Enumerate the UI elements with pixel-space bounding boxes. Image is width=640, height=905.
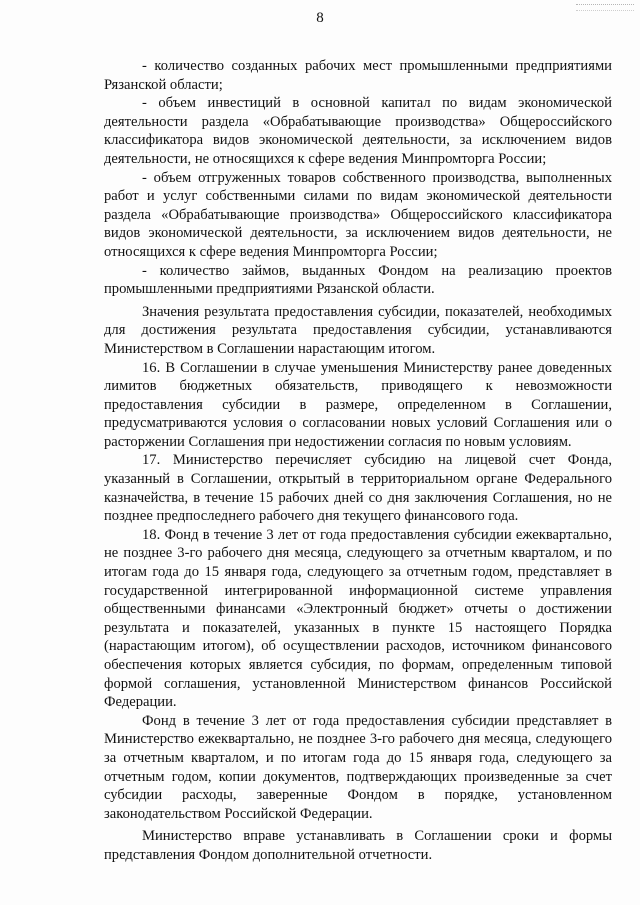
list-item-loans: - количество займов, выданных Фондом на реализацию проектов промышленными предприятиями Рязанской области. [104, 262, 612, 298]
paragraph-additional-reporting: Министерство вправе устанавливать в Соглашении сроки и формы представления Фондом дополнительной отчетности. [104, 828, 612, 863]
paragraph-16: 16. В Соглашении в случае уменьшения Министерству ранее доведенных лимитов бюджетных обязательств, приводящего к невозможности предоставления субсидии в размере, определенном в Соглашении, предусматриваются условия о согласовании новых условий Соглашения или о расторжении Соглашения при недостижении согласия по новым условиям. [104, 359, 612, 450]
page-number: 8 [316, 10, 324, 26]
document-body [104, 57, 612, 865]
paragraph-fund-reports: Фонд в течение 3 лет от года предоставления субсидии представляет в Министерство ежеквартально, не позднее 3-го рабочего дня месяца, следующего за отчетным кварталом, и по итогам года до 15 января года, следующего за отчетным годом, копии документов, подтверждающих произведенные за счет субсидии расходы, заверенные Фондом в порядке, установленном законодательством Российской Федерации. [104, 712, 612, 822]
paragraph-result-values: Значения результата предоставления субсидии, показателей, необходимых для достижения результата предоставления субсидии, устанавливаются Министерством в Соглашении нарастающим итогом. [104, 303, 612, 357]
paragraph-17: 17. Министерство перечисляет субсидию на лицевой счет Фонда, указанный в Соглашении, открытый в территориальном органе Федерального казначейства, в течение 15 рабочих дней со дня заключения Соглашения, но не позднее предпоследнего рабочего дня текущего финансового года. [104, 452, 612, 525]
list-item-investment: - объем инвестиций в основной капитал по видам экономической деятельности раздела «Обрабатывающие производства» Общероссийского классификатора видов экономической деятельности, за исключением видов деятельности, не относящихся к сфере ведения Минпромторга России; [104, 95, 612, 167]
list-item-jobs: - количество созданных рабочих мест промышленными предприятиями Рязанской области; [104, 58, 612, 93]
list-item-shipped-goods: - объем отгруженных товаров собственного производства, выполненных работ и услуг собственными силами по видам экономической деятельности раздела «Обрабатывающие производства» Общероссийского классификатора видов экономической деятельности, за исключением видов деятельности, не относящихся к сфере ведения Минпромторга России; [104, 169, 612, 260]
paragraph-18: 18. Фонд в течение 3 лет от года предоставления субсидии ежеквартально, не позднее 3-го рабочего дня месяца, следующего за отчетным кварталом, и по итогам года до 15 января года, следующего за отчетным годом, представляет в государственной интегрированной информационной системе управления общественными финансами «Электронный бюджет» отчеты о достижении результата и показателей, указанных в пункте 15 настоящего Порядка (нарастающим итогом), об осуществлении расходов, источником финансового обеспечения которых является субсидия, по формам, определенным типовой формой соглашения, установленной Министерством финансов Российской Федерации. [104, 526, 612, 711]
